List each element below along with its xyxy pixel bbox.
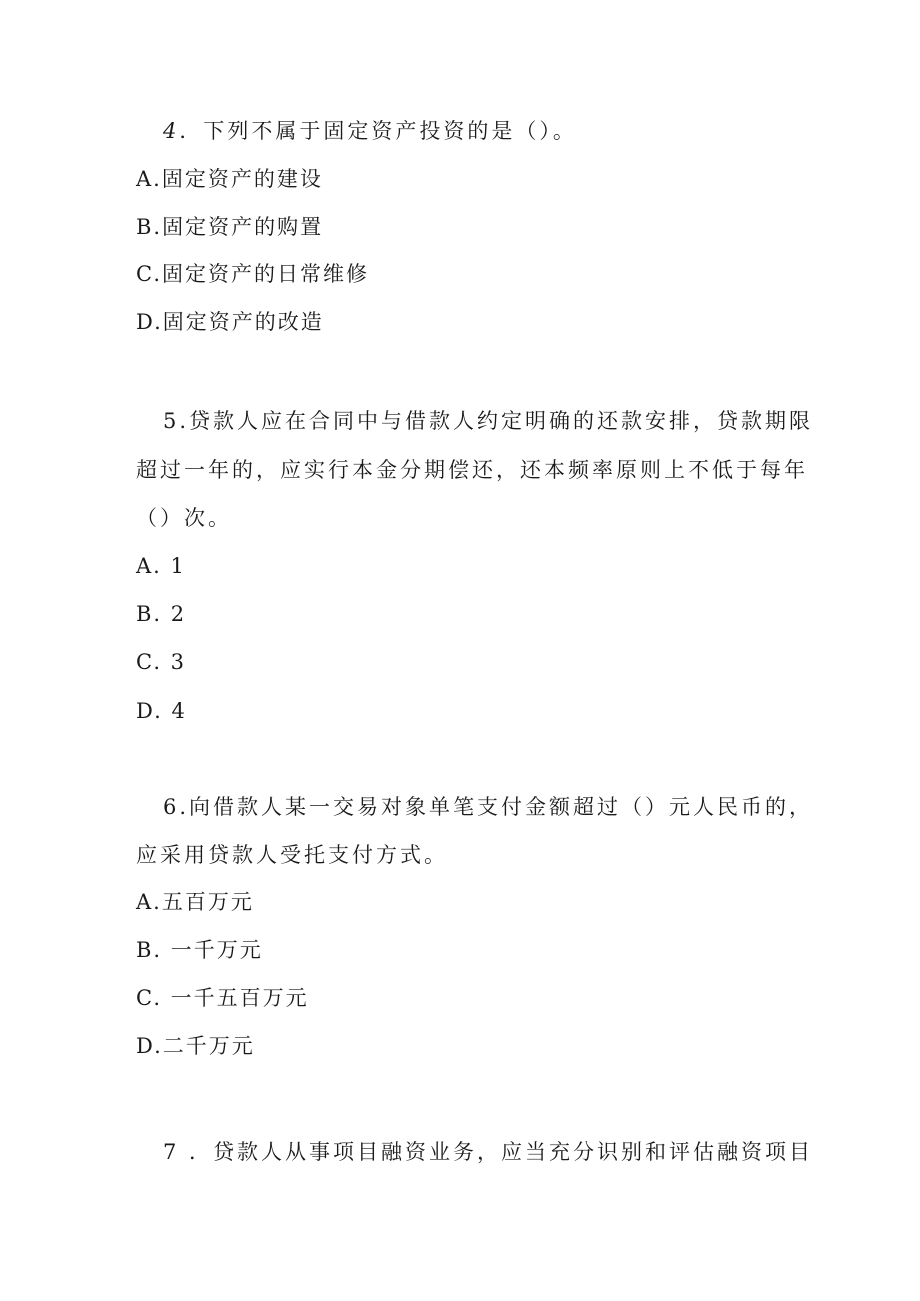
question-stem-text: 贷款人从事项目融资业务，应当充分识别和评估融资项目 bbox=[213, 1140, 814, 1164]
question-4-option-a: A.固定资产的建设 bbox=[136, 167, 323, 191]
question-6-stem-line-1 bbox=[163, 793, 813, 821]
question-5-stem-line-3: （）次。 bbox=[136, 506, 232, 530]
question-5-option-b: B. 2 bbox=[136, 602, 187, 626]
question-6-option-b: B. 一千万元 bbox=[136, 938, 263, 962]
question-5-option-d: D. 4 bbox=[136, 699, 187, 723]
question-7-stem-line-1 bbox=[163, 1138, 813, 1166]
question-4-option-c: C.固定资产的日常维修 bbox=[136, 262, 369, 286]
question-number: 6. bbox=[163, 795, 190, 819]
question-number-suffix: ． bbox=[179, 1140, 214, 1164]
question-5-stem-line-1 bbox=[163, 407, 813, 435]
question-5-option-c: C. 3 bbox=[136, 650, 187, 674]
question-stem-text: 贷款人应在合同中与借款人约定明确的还款安排，贷款期限 bbox=[189, 409, 814, 433]
question-4-option-b: B.固定资产的购置 bbox=[136, 215, 324, 239]
question-4-option-d: D.固定资产的改造 bbox=[136, 310, 324, 334]
question-6-option-a: A.五百万元 bbox=[136, 890, 254, 914]
question-number: 7 bbox=[163, 1140, 180, 1164]
question-number: 5. bbox=[163, 409, 190, 433]
question-6-stem-line-2: 应采用贷款人受托支付方式。 bbox=[136, 843, 448, 867]
question-stem-text: 下列不属于固定资产投资的是（）。 bbox=[203, 119, 577, 143]
question-5-stem-line-2: 超过一年的，应实行本金分期偿还，还本频率原则上不低于每年 bbox=[136, 458, 808, 482]
question-6-option-c: C. 一千五百万元 bbox=[136, 986, 309, 1010]
question-stem-text: 向借款人某一交易对象单笔支付金额超过（）元人民币的， bbox=[189, 795, 814, 819]
question-5-option-a: A. 1 bbox=[136, 554, 186, 578]
question-6-option-d: D.二千万元 bbox=[136, 1034, 255, 1058]
question-number-suffix: ． bbox=[179, 119, 204, 143]
question-4-stem bbox=[163, 117, 577, 145]
question-number: 4 bbox=[163, 119, 180, 143]
